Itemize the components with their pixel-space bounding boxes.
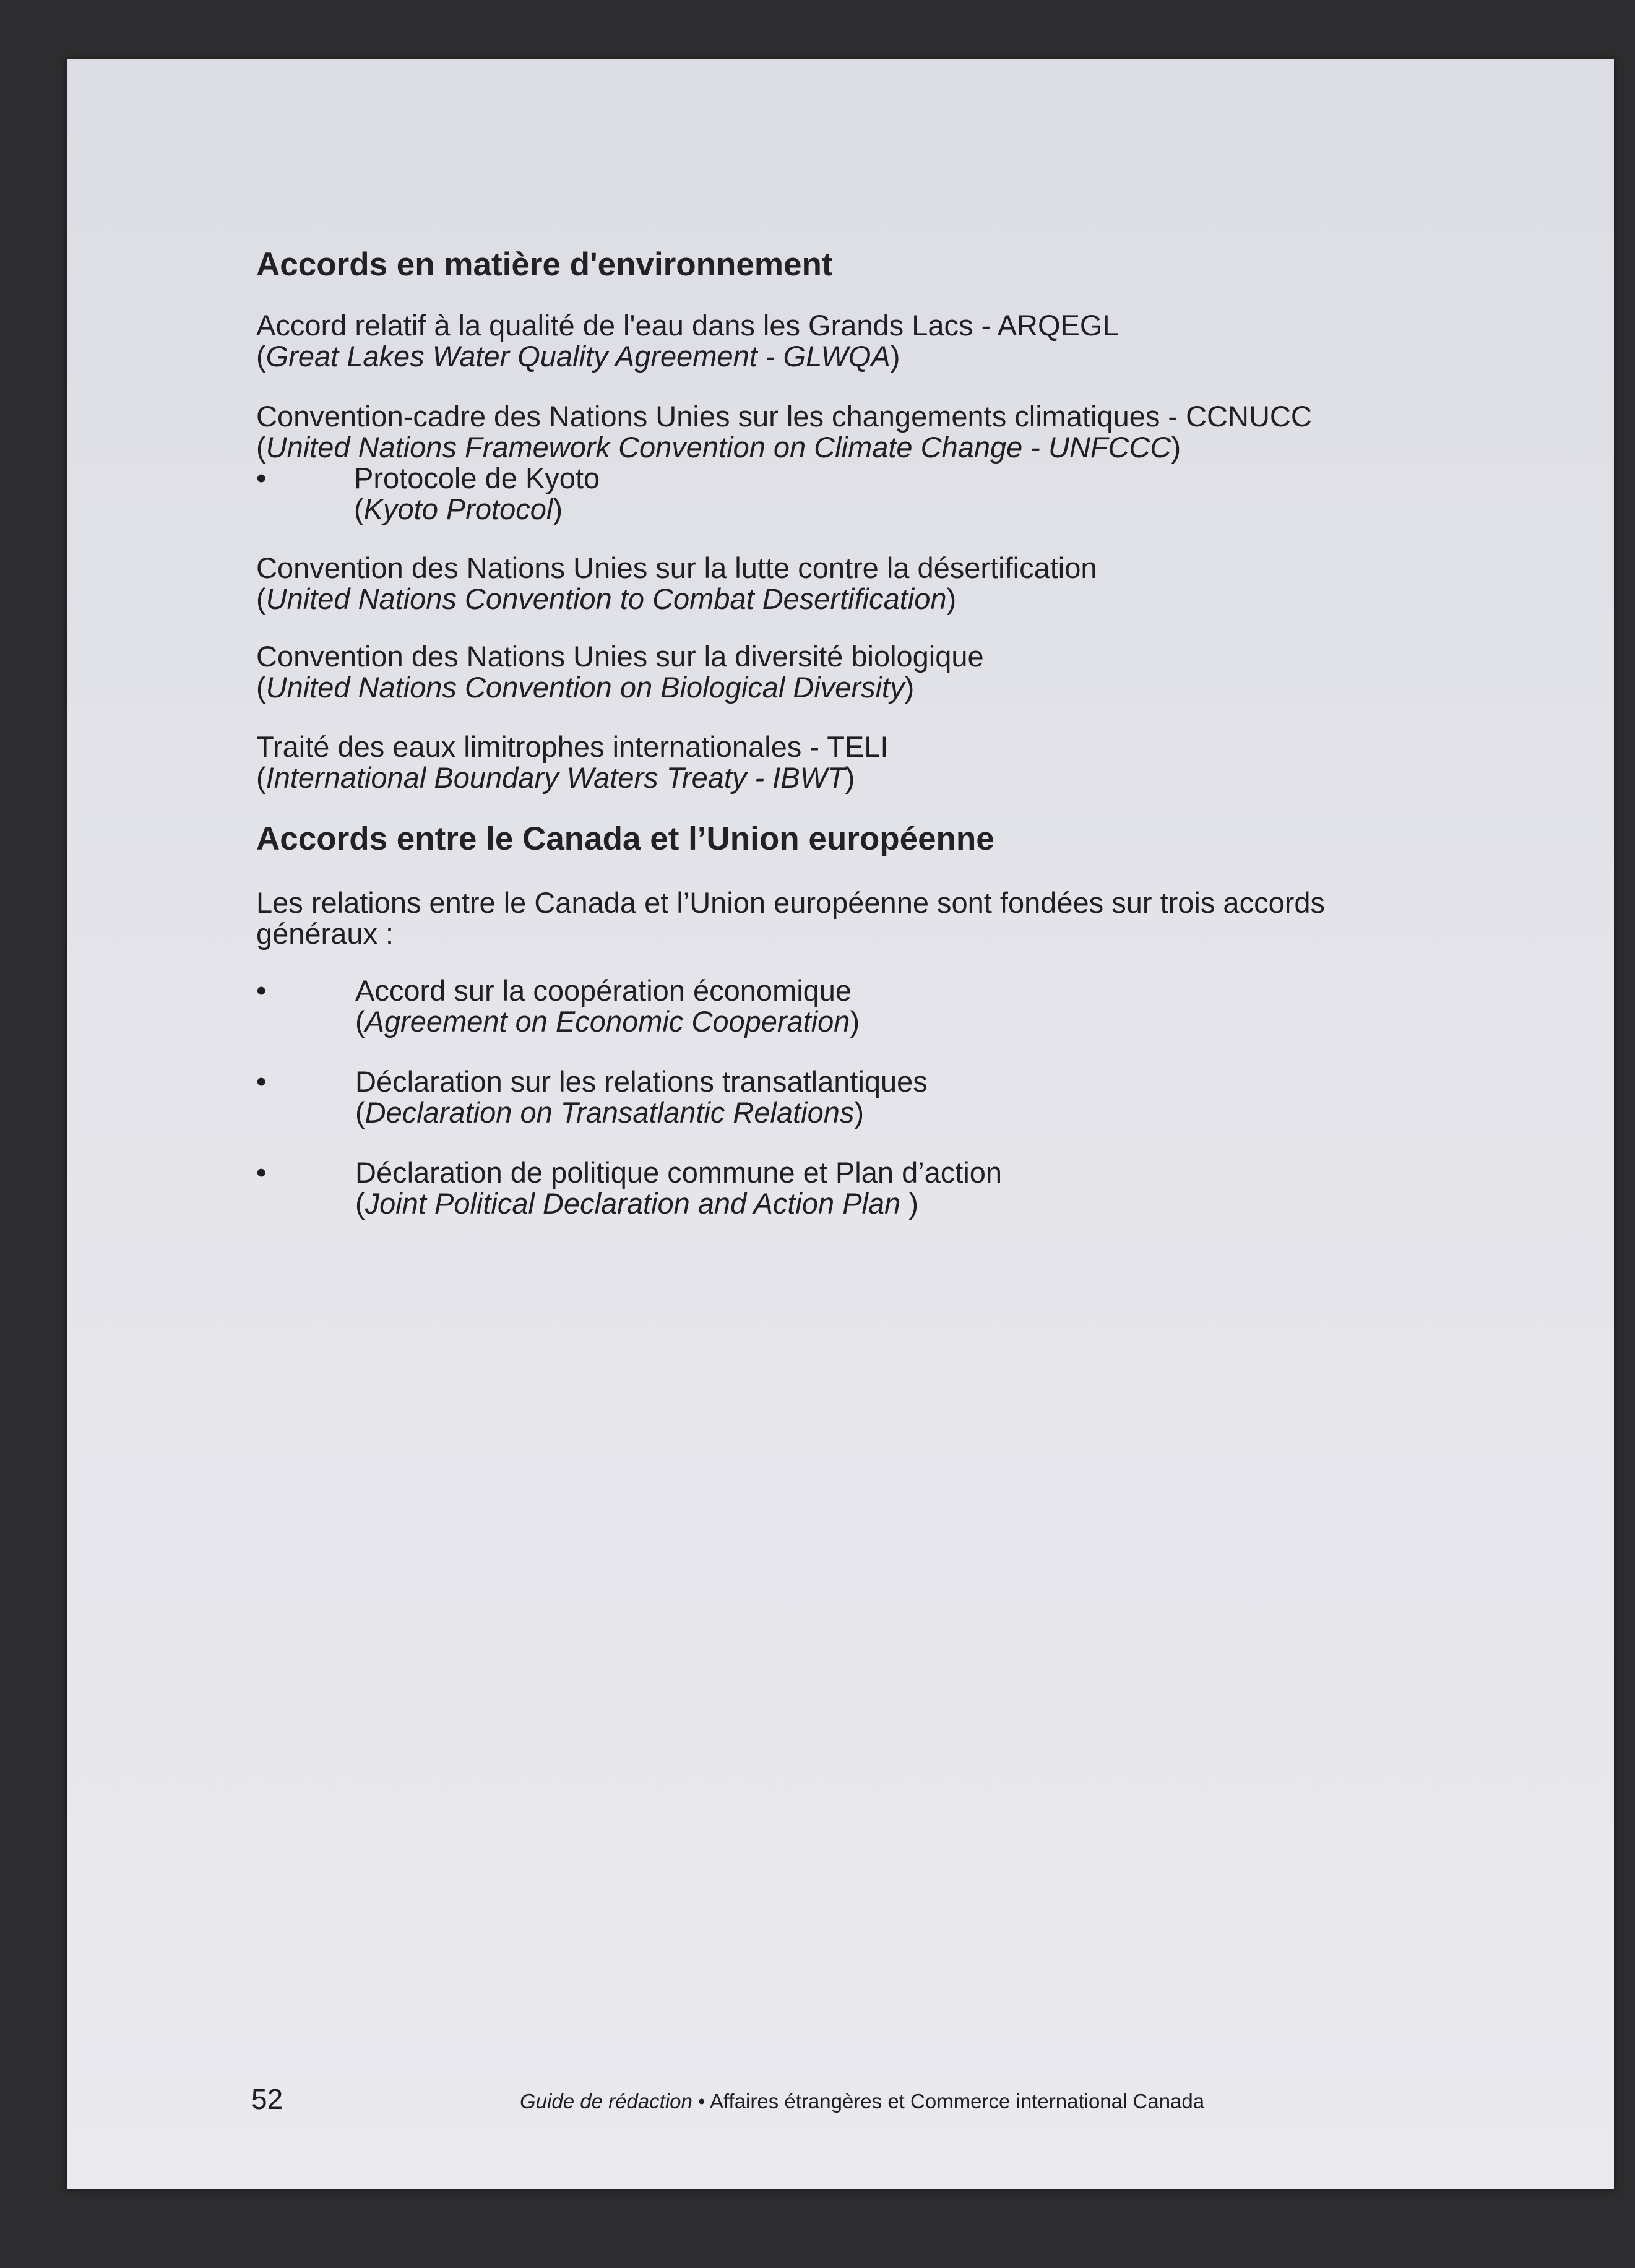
entry-french-title: Traité des eaux limitrophes internationales - TELI — [256, 730, 889, 763]
sub-entry-kyoto — [256, 463, 1556, 525]
entry-english-title: (United Nations Convention to Combat Desertification) — [256, 582, 957, 615]
bullet-joint-declaration — [256, 1157, 1556, 1219]
entry-english-title: (United Nations Framework Convention on Climate Change - UNFCCC) — [256, 431, 1181, 464]
entry-french-title: Convention des Nations Unies sur la diversité biologique — [256, 640, 984, 673]
publisher-name: Affaires étrangères et Commerce international Canada — [709, 2090, 1205, 2113]
bullet-english-title: (Declaration on Transatlantic Relations) — [355, 1096, 865, 1129]
guide-title: Guide de rédaction — [520, 2090, 692, 2113]
section-heading-canada-eu — [256, 821, 1556, 858]
intro-line: généraux : — [256, 917, 394, 950]
section-heading: Accords en matière d'environnement — [256, 246, 833, 283]
entry-desertification — [256, 553, 1556, 614]
entry-english-title: (United Nations Convention on Biological Diversity) — [256, 671, 915, 704]
entry-ibwt — [256, 731, 1556, 793]
bullet-french-title: Déclaration sur les relations transatlantiques — [355, 1065, 928, 1098]
entry-english-title: (International Boundary Waters Treaty - IBWT) — [256, 761, 855, 794]
entry-unfccc — [256, 401, 1556, 525]
bullet-french-title: Accord sur la coopération économique — [355, 974, 852, 1007]
footer-separator: • — [698, 2090, 705, 2113]
entry-french-title: Accord relatif à la qualité de l'eau dans les Grands Lacs - ARQEGL — [256, 309, 1119, 342]
sub-entry-english-title: (Kyoto Protocol) — [354, 493, 563, 525]
bullet-icon: • — [256, 1156, 267, 1189]
entry-glwqa — [256, 310, 1556, 372]
bullet-icon: • — [256, 974, 267, 1007]
bullet-icon: • — [256, 1065, 267, 1098]
intro-paragraph — [256, 887, 1556, 949]
entry-biodiversity — [256, 641, 1556, 703]
bullet-icon: • — [256, 462, 267, 494]
entry-french-title: Convention-cadre des Nations Unies sur les changements climatiques - CCNUCC — [256, 400, 1312, 433]
bullet-english-title: (Agreement on Economic Cooperation) — [355, 1005, 860, 1038]
sub-entry-french-title: Protocole de Kyoto — [354, 462, 600, 494]
document-page — [67, 59, 1614, 2189]
entry-english-title: (Great Lakes Water Quality Agreement - GLWQA) — [256, 340, 900, 373]
section-heading-environment — [256, 246, 1556, 283]
footer-text — [520, 2088, 1204, 2115]
bullet-transatlantic-relations — [256, 1066, 1556, 1128]
entry-french-title: Convention des Nations Unies sur la lutte contre la désertification — [256, 551, 1097, 584]
intro-line: Les relations entre le Canada et l’Union européenne sont fondées sur trois accords — [256, 886, 1325, 919]
page-number: 52 — [251, 2083, 283, 2115]
bullet-french-title: Déclaration de politique commune et Plan d’action — [355, 1156, 1003, 1189]
bullet-economic-cooperation — [256, 975, 1556, 1037]
bullet-english-title: (Joint Political Declaration and Action Plan ) — [355, 1187, 918, 1220]
page-footer — [251, 2082, 1489, 2119]
section-heading: Accords entre le Canada et l’Union européenne — [256, 821, 994, 857]
